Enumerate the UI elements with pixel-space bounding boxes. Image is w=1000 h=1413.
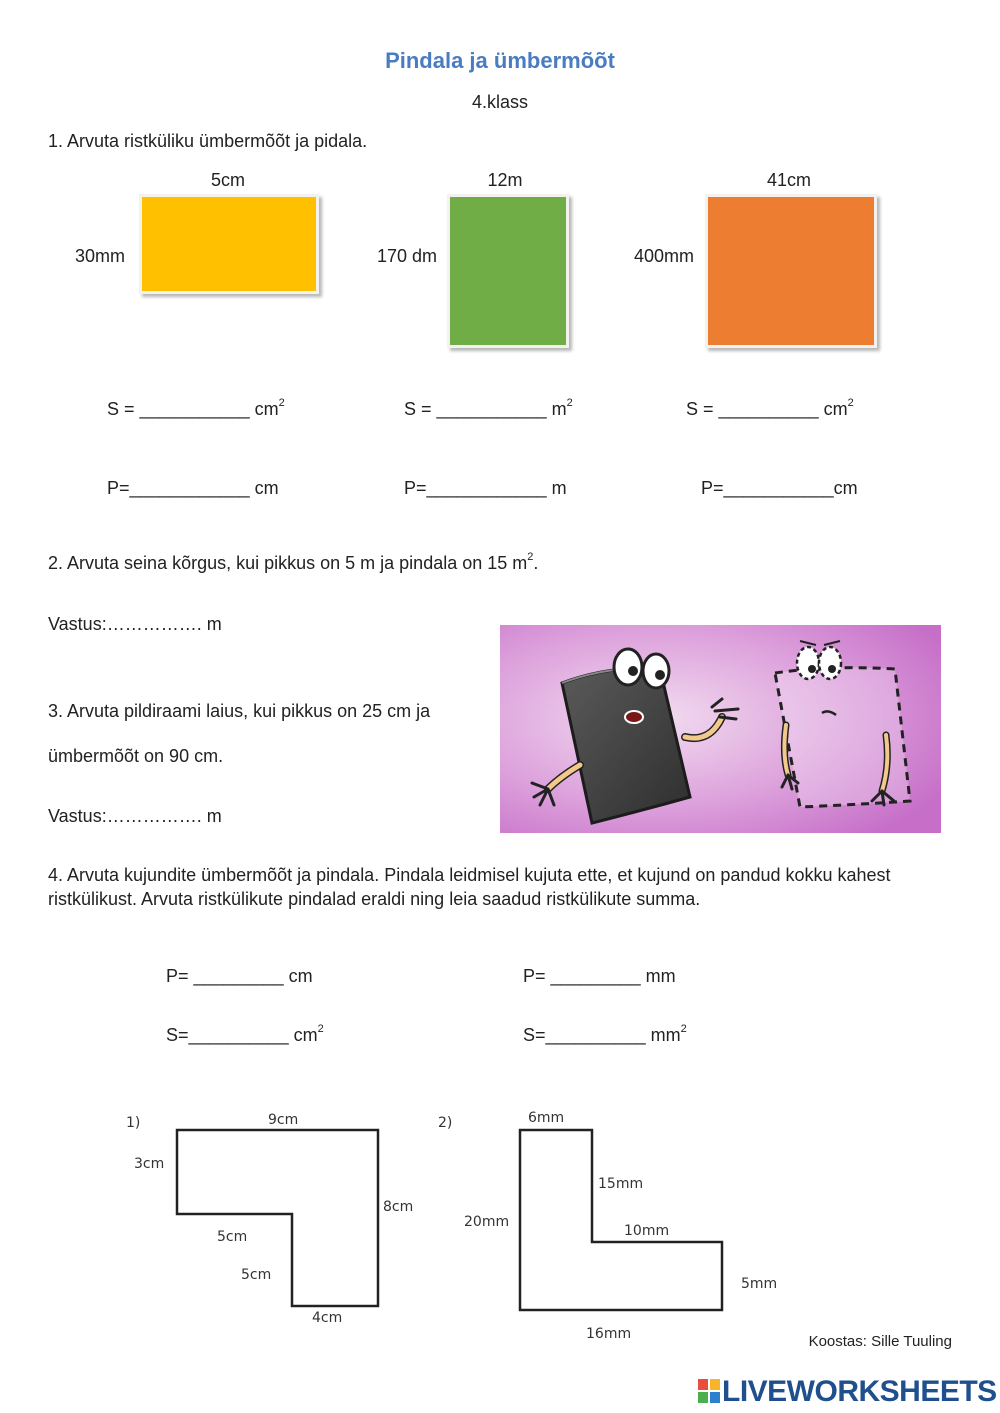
- shape1-area-line[interactable]: [166, 1025, 324, 1046]
- shape1-outline: [177, 1130, 378, 1306]
- task2-prompt-end: .: [533, 553, 539, 573]
- rect3-area-line[interactable]: [686, 399, 854, 420]
- rect1-shape: [139, 194, 319, 294]
- shape2-area-prefix: S=__________: [523, 1025, 651, 1045]
- author-credit: Koostas: Sille Tuuling: [808, 1333, 952, 1350]
- shape1-top-label: 9cm: [268, 1112, 299, 1128]
- rect1-side-label: 30mm: [75, 246, 126, 266]
- rect3-shape: [705, 194, 877, 348]
- rect1-area-line[interactable]: [107, 399, 285, 420]
- rect2-top-label: 12m: [487, 170, 523, 190]
- shape2-number: 2): [438, 1115, 453, 1131]
- cartoon-illustration: [500, 625, 941, 833]
- task4-prompt: 4. Arvuta kujundite ümbermõõt ja pindala. Pindala leidmisel kujuta ette, et kujund on pandud kokku kahest ristkülikust. Arvuta ristkülikute pindalad eraldi ning leia saadud ristkülikute summa.: [48, 865, 891, 909]
- liveworksheets-logo-icon: [698, 1377, 720, 1401]
- task3-answer[interactable]: Vastus:……………. m: [48, 806, 222, 826]
- shape1-area-unit: cm: [293, 1025, 318, 1045]
- shape2-area-line[interactable]: [523, 1025, 687, 1046]
- shape1-bottom-label: 4cm: [312, 1310, 343, 1326]
- rect3-area-prefix: S = __________: [686, 399, 824, 419]
- shape1-inner-horizontal-label: 5cm: [217, 1229, 248, 1245]
- task3-prompt-line2: ümbermõõt on 90 cm.: [48, 746, 224, 766]
- shape1-number: 1): [126, 1115, 141, 1131]
- rect3-perimeter-line[interactable]: P=___________cm: [701, 478, 858, 498]
- rect3-top-label: 41cm: [766, 170, 811, 190]
- rect2-area-line[interactable]: [404, 399, 573, 420]
- squared-mark: 2: [566, 397, 573, 409]
- shape2-bottom-label: 16mm: [586, 1326, 632, 1342]
- rect2-area-unit: m: [551, 399, 567, 419]
- shape1-inner-vertical-label: 5cm: [241, 1267, 272, 1283]
- liveworksheets-logo[interactable]: [698, 1375, 997, 1409]
- shape2-right-label: 5mm: [741, 1276, 778, 1292]
- shape1-area-prefix: S=__________: [166, 1025, 294, 1045]
- squared-mark: 2: [278, 397, 285, 409]
- squared-mark: 2: [317, 1023, 324, 1035]
- shape2-top-label: 6mm: [528, 1110, 565, 1126]
- shape2-perimeter-line[interactable]: P= _________ mm: [523, 966, 676, 986]
- rect2-shape: [447, 194, 569, 348]
- task2-prompt-text: 2. Arvuta seina kõrgus, kui pikkus on 5 m ja pindala on 15 m: [48, 553, 528, 573]
- shape2-outline: [520, 1130, 722, 1310]
- rect1-area-unit: cm: [254, 399, 279, 419]
- task2-answer[interactable]: Vastus:……………. m: [48, 614, 222, 634]
- task3-prompt-line1: 3. Arvuta pildiraami laius, kui pikkus on 25 cm ja: [48, 701, 431, 721]
- shape2-left-label: 20mm: [464, 1214, 510, 1230]
- shape2-inner-vertical-label: 15mm: [598, 1176, 644, 1192]
- task2-prompt: [48, 553, 538, 574]
- grade-label: 4.klass: [471, 92, 529, 112]
- rect2-area-prefix: S = ___________: [404, 399, 552, 419]
- shapes-diagram: [0, 1090, 1000, 1360]
- shape2-inner-horizontal-label: 10mm: [624, 1223, 670, 1239]
- rect2-perimeter-line[interactable]: P=____________ m: [404, 478, 567, 498]
- page-title: Pindala ja ümbermõõt: [385, 48, 615, 73]
- rect3-area-unit: cm: [823, 399, 848, 419]
- liveworksheets-logo-text: LIVEWORKSHEETS: [722, 1375, 997, 1408]
- shape1-perimeter-line[interactable]: P= _________ cm: [166, 966, 313, 986]
- rect3-side-label: 400mm: [634, 246, 695, 266]
- task1-prompt: 1. Arvuta ristküliku ümbermõõt ja pidala.: [48, 131, 368, 151]
- squared-mark: 2: [680, 1023, 687, 1035]
- squared-mark: 2: [527, 551, 534, 563]
- rect1-area-prefix: S = ___________: [107, 399, 255, 419]
- shape2-area-unit: mm: [650, 1025, 681, 1045]
- rect1-perimeter-line[interactable]: P=____________ cm: [107, 478, 279, 498]
- shape1-left-label: 3cm: [134, 1156, 165, 1172]
- rect2-side-label: 170 dm: [377, 246, 438, 266]
- rect1-top-label: 5cm: [210, 170, 245, 190]
- cartoon-shapes-picture: [500, 625, 941, 833]
- squared-mark: 2: [847, 397, 854, 409]
- shape1-right-label: 8cm: [383, 1199, 414, 1215]
